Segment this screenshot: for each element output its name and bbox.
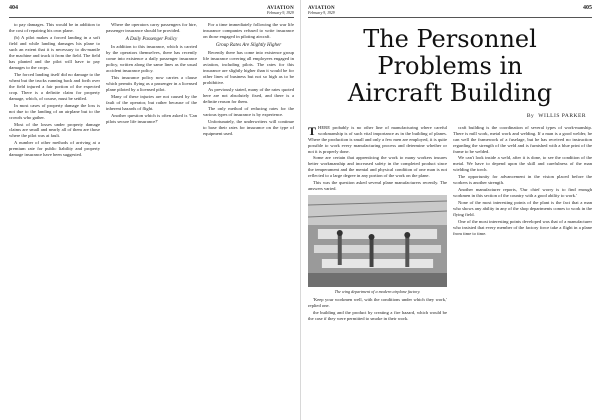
wing-department-photo xyxy=(308,195,447,287)
paragraph: craft building is the coordination of several types of work-manship. There is mill work, metal work and welding. If a man is a good welder, he can well the framework of a fuselage, but he has received no instruction regarding the strength of the weld and is furnished with a blue print of the frame to be welded. xyxy=(453,124,592,154)
paragraph: Some are certain that apprenticing the work to many workers insures better workmanship and increased safety in the completed product since the temperament and the mental and physical condition of one man is not reflected to a large degree in any portion of the work on the plane. xyxy=(308,155,447,179)
article-title-line-2: Aircraft Building xyxy=(347,78,553,107)
drop-cap: T xyxy=(308,123,317,138)
paragraph: The forced landing itself did no damage to the wheat but the trucks running back and forth over the field injured a fair portion of the expected crop. There is a definite claim for property damage, which, of course, must be settled. xyxy=(9,71,100,101)
byline-prefix: By xyxy=(526,112,535,119)
right-magazine-date: February 9, 1929 xyxy=(308,11,335,16)
factory-photo-illustration xyxy=(308,195,447,287)
left-magazine-title xyxy=(267,6,294,15)
left-page-number: 404 xyxy=(9,5,18,11)
paragraph: A number of other methods of arriving at a premium rate for public liability and property damage insurance have been suggested. xyxy=(9,140,100,158)
right-col-2 xyxy=(453,125,592,324)
paragraph: Another question which is often asked is 'Can pilots secure life insurance?' xyxy=(106,112,197,124)
right-col-1 xyxy=(308,125,447,324)
paragraph: This insurance policy now carries a clause which permits flying as a passenger in a licensed plane piloted by a licensed pilot. xyxy=(106,74,197,92)
section-heading: Group Rates Are Slightly Higher xyxy=(215,42,282,48)
paragraph: the building and the product by creating a fire hazard, which would be the case if they were permitted to smoke in their work. xyxy=(308,310,447,322)
article-title xyxy=(308,26,592,107)
paragraph: The only method of reducing rates for the various types of insurance is by experience. xyxy=(203,105,294,117)
paragraph: to pay damages. This would be in addition to the cost of repairing his own plane. xyxy=(9,22,100,33)
left-columns xyxy=(9,22,294,159)
paragraph: Most of the losses under property damage claims are small and nearly all of them are those where the pilot was at fault. xyxy=(9,121,100,139)
paragraph: For a time immediately following the war life insurance companies refused to write insurance on those engaged in piloting aircraft. xyxy=(203,22,294,39)
paragraph: (b) A pilot makes a forced landing in a soft field and while landing damages his plane to such an extent that it is necessary to dis-mantle the machine and truck it from the field. The field has planted and the pilot will have to pay damages to the crops. xyxy=(9,34,100,70)
byline xyxy=(308,113,586,119)
right-columns xyxy=(308,125,592,324)
article-title-line-1: The Personnel Problems in xyxy=(363,25,537,80)
right-page-number: 405 xyxy=(583,5,592,11)
left-col-1 xyxy=(9,22,100,159)
left-running-head xyxy=(9,5,294,18)
paragraph: Unfortunately, the underwriters will continue to base their rates for insurance on the type of equipment used. xyxy=(203,118,294,136)
left-col-2 xyxy=(106,22,197,159)
right-page xyxy=(301,0,602,420)
paragraph: In most cases of property damage the loss is not due to the landing of an airplane but to the crowds who gather. xyxy=(9,102,100,120)
paragraph: We can't look inside a weld, after it is done, to see the condition of the metal. We have to depend upon the skill and carefulness of the man wielding the torch. xyxy=(453,155,592,173)
right-running-head xyxy=(308,5,592,18)
right-magazine-name: AVIATION xyxy=(308,6,335,11)
paragraph: The opportunity for advancement in the vision placed before the workers is another strength. xyxy=(453,174,592,186)
lead-text: HERE probably is no other line of manufacturing where careful workmanship is of such vital importance as in the building of planes. Where the production is small and only a few men are employed, it is quite possible to work every manufacturing process and determine whether or not it is properly done. xyxy=(308,124,447,154)
left-magazine-name: AVIATION xyxy=(267,6,294,11)
paragraph: Where the operators carry passengers for hire, passenger insurance should be provided. xyxy=(106,22,197,33)
paragraph: Recently there has come into existence group life insurance covering all employees engaged in aviation, including pilots. The rates for this insurance are slightly higher than it would be for other lines of business but not so high as to be prohibitive. xyxy=(203,49,294,85)
paragraph: 'Keep your workmen well, with the conditions under which they work,' replied one. xyxy=(308,297,447,309)
section-heading: A Daily Passenger Policy xyxy=(125,36,178,42)
photo-caption: The wing department of a modern airplane factory. xyxy=(334,289,421,295)
lead-paragraph xyxy=(308,125,447,155)
paragraph: Many of these injuries are not caused by the fault of the operator, but rather because of the inherent hazards of flight. xyxy=(106,93,197,111)
right-magazine-title xyxy=(308,6,335,15)
paragraph: As previously stated, many of the rates quoted here are not absolutely fixed, and there is a definite reason for them. xyxy=(203,86,294,104)
paragraph: One of the most interesting points developed was that of a manufacturer who insisted that every member of the factory force take a flight in a plane from time to time. xyxy=(453,219,592,237)
paragraph: Another manufacturer reports, 'Our chief worry is to find enough workmen in this section of the country with a good ability to work.' xyxy=(453,187,592,199)
left-col-3 xyxy=(203,22,294,159)
left-magazine-date: February 9, 1929 xyxy=(267,11,294,16)
author-name: WILLIS PARKER xyxy=(538,112,586,119)
paragraph: In addition to this insurance, which is carried by the operators themselves, there has recently come into existence a daily passenger insurance policy, written along the same lines as the usual accident insurance policy. xyxy=(106,43,197,73)
paragraph: None of the most interesting points of the plant is the fact that a man who shows any ability in any of the shop departments comes to work in the flying field. xyxy=(453,200,592,218)
paragraph: This was the question asked several plane manufacturers recently. The answers varied. xyxy=(308,180,447,192)
